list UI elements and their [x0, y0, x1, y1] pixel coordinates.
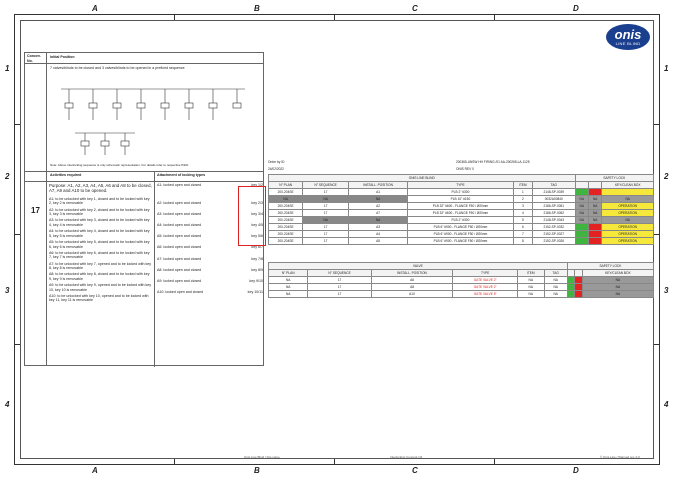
table-cell: [588, 224, 601, 231]
table-cell: NA: [518, 291, 545, 298]
revision: ONIS REV 0: [456, 167, 474, 171]
section-divider: [154, 171, 155, 367]
logo-word: onis: [614, 26, 642, 42]
col-label-c: C: [412, 4, 418, 13]
table-cell: NA: [544, 277, 567, 284]
table-cell: NA: [349, 217, 408, 224]
table-row: [269, 203, 654, 210]
table-cell: A3: [349, 224, 408, 231]
adjustment-item: [157, 257, 263, 262]
column-header: INSTALL. POSITION: [371, 270, 453, 277]
document-number: 200365-UNSW HH FIRING /01 AA-200265-LA-1125: [456, 160, 530, 164]
table-cell: 2148-SP-0043: [533, 217, 576, 224]
column-header: N° SEQUENCE: [308, 270, 371, 277]
table-cell: [588, 189, 601, 196]
col-label-d-bottom: D: [573, 466, 579, 475]
col-label-b: B: [254, 4, 260, 13]
col-label-d: D: [573, 4, 579, 13]
table-cell: [602, 189, 654, 196]
table-cell: [567, 277, 574, 284]
table-cell: [567, 291, 574, 298]
adjustment-key: key 3/4: [251, 211, 263, 216]
onis-logo: [606, 24, 650, 50]
safety-lock-header: SAFETY LOCK: [575, 175, 653, 182]
table-cell: 4: [513, 210, 532, 217]
activity-item: A3: to be unlocked with key 3, closed and to be locked with key 4, key 4 is removable: [49, 218, 150, 227]
row-label-4: 4: [5, 400, 10, 409]
table-cell: NA: [518, 277, 545, 284]
table-cell: 17: [308, 277, 371, 284]
table-cell: [575, 231, 588, 238]
adjustment-text: A8: locked open and closed: [157, 267, 202, 272]
table-cell: GATE VALVE 2": [453, 284, 518, 291]
adjustment-key: key 7/8: [251, 256, 263, 261]
table-cell: [588, 231, 601, 238]
table-row: [269, 189, 654, 196]
table-cell: [588, 238, 601, 245]
column-header: ITEM: [513, 182, 532, 189]
table-cell: 0032A00840: [533, 196, 576, 203]
adjustment-text: A6: locked open and closed: [157, 245, 202, 250]
row-label-4-right: 4: [664, 400, 669, 409]
col-label-c-bottom: C: [412, 466, 418, 475]
adjustment-text: A1: locked open and closed: [157, 183, 202, 187]
row-label-3: 3: [5, 286, 10, 295]
interlock-sheet: [24, 52, 264, 366]
table-cell: 200-204SE: [269, 231, 303, 238]
table-cell: GATE VALVE 8": [453, 291, 518, 298]
purpose-text: Purpose: A1, A2, A3, A4, A5, A6 and A8 to be closed, A7, A9 and A10 to be opened.: [49, 183, 152, 194]
column-header: KEY/CLEAN BOX: [602, 182, 654, 189]
table-row: [269, 217, 654, 224]
adjustment-key: key 10/11: [247, 290, 263, 295]
table-cell: A4: [349, 231, 408, 238]
table-row: [269, 277, 654, 284]
table-cell: NA: [544, 284, 567, 291]
row-label-3-right: 3: [664, 286, 669, 295]
activity-item: A10: to be unlocked with key 10, opened and to be locked with key 11, key 11 is removable: [49, 293, 149, 303]
table-cell: 5: [513, 217, 532, 224]
activity-item: A1: to be unlocked with key 1, closed and to be locked with key 2, key 2 is removable: [49, 196, 150, 206]
table-cell: NA: [582, 291, 653, 298]
adjustment-text: A7: locked open and closed: [157, 256, 202, 261]
col-label-a: A: [92, 4, 98, 13]
table-cell: [575, 284, 582, 291]
table-cell: PLB 32" #600 - FLANGE F50 / Ø20mm: [408, 210, 514, 217]
table-cell: 17: [303, 224, 349, 231]
column-header: N° PLAN: [269, 270, 308, 277]
table-cell: OPERATION: [602, 238, 654, 245]
table-cell: 6: [513, 224, 532, 231]
table-cell: NA: [575, 217, 588, 224]
table-cell: NA: [588, 210, 601, 217]
table-row: [269, 196, 654, 203]
adjustment-key: key 1/2: [251, 183, 263, 187]
table-cell: 17: [303, 231, 349, 238]
table-cell: PLB 10" #150: [408, 196, 514, 203]
activity-item: A2: to be unlocked with key 2, closed and to be locked with key 3, key 3 is removable: [49, 207, 150, 217]
blind-table: [268, 174, 654, 245]
table-cell: PLB 2" #300: [408, 217, 514, 224]
table-cell: PLB 6" #900 - FLANGE F50 / Ø20mm: [408, 238, 514, 245]
table-cell: NA: [269, 196, 303, 203]
table-cell: NA: [518, 284, 545, 291]
valve-table: [268, 262, 654, 298]
table-title: VALVE: [269, 263, 568, 270]
column-header: N° PLAN: [269, 182, 303, 189]
adjustment-item: [157, 245, 263, 250]
row-label-1-right: 1: [664, 64, 669, 73]
table-cell: 17: [303, 210, 349, 217]
table-cell: NA: [269, 291, 308, 298]
adjustment-key: key 5/6: [251, 234, 263, 239]
table-cell: NA: [575, 210, 588, 217]
table-cell: 2186-SP-0051: [533, 203, 576, 210]
adjustment-item: [157, 290, 263, 295]
adjustment-text: A2: locked open and closed: [157, 200, 202, 205]
table-cell: 200-204SE: [269, 238, 303, 245]
table-row: [269, 284, 654, 291]
activity-item: A8: to be unlocked with key 8, closed and to be locked with key 9, key 9 is removable: [49, 272, 150, 281]
seq-col-header: Concev. No.: [27, 54, 41, 63]
table-cell: [575, 224, 588, 231]
table-cell: OPERATION: [602, 210, 654, 217]
table-cell: 1: [513, 189, 532, 196]
table-cell: 2186-SP-0052: [533, 210, 576, 217]
adjustment-key: key 9/10: [249, 278, 263, 283]
table-cell: 17: [303, 189, 349, 196]
table-cell: PLB 6" #900 - FLANGE F50 / Ø20mm: [408, 231, 514, 238]
adjustment-text: A10: locked open and closed: [157, 290, 204, 295]
table-cell: 2: [513, 196, 532, 203]
initial-position-header: Initial Position: [50, 55, 75, 59]
table-row: [269, 238, 654, 245]
column-header: TAG: [533, 182, 576, 189]
table-row: [269, 291, 654, 298]
adjustment-key: key 6/7: [251, 245, 263, 250]
table-cell: NA: [269, 284, 308, 291]
table-cell: NA: [588, 196, 601, 203]
column-header: TYPE: [408, 182, 514, 189]
table-cell: 2152-SP-0026: [533, 238, 576, 245]
tag-highlight-box: [238, 186, 266, 246]
table-row: [269, 210, 654, 217]
activity-item: A7: to be unlocked with key 7, opened and to be locked with key 8, key 8 is removable: [49, 261, 152, 271]
table-cell: NA: [544, 291, 567, 298]
table-cell: NA: [269, 277, 308, 284]
table-cell: NA: [602, 196, 654, 203]
table-cell: A5: [349, 238, 408, 245]
footer-mid: Interlocking Concept 1/4: [390, 455, 423, 459]
table-cell: 200-204SE: [269, 210, 303, 217]
adjustment-text: A3: locked open and closed: [157, 211, 202, 216]
table-row: [269, 224, 654, 231]
table-cell: [567, 284, 574, 291]
table-cell: NA: [349, 196, 408, 203]
adjustment-key: key 2/3: [251, 200, 263, 205]
column-header: KEY/CLEAN BOX: [582, 270, 653, 277]
adjustment-text: A5: locked open and closed: [157, 234, 202, 239]
column-header: [575, 182, 588, 189]
column-header: TYPE: [453, 270, 518, 277]
adjustment-header: Attachment of locking types: [157, 173, 206, 177]
column-header: ITEM: [518, 270, 545, 277]
col-label-b-bottom: B: [254, 466, 260, 475]
adjustment-item: [157, 268, 263, 273]
column-header: N° SEQUENCE: [303, 182, 349, 189]
order-label: Order by ID: [268, 160, 285, 164]
table-cell: GATE VALVE 2": [453, 277, 518, 284]
table-cell: [575, 277, 582, 284]
table-cell: A2: [349, 203, 408, 210]
diagram-note: Note: Above interlocking sequence is only schematic representation. For details refer to respective P&ID: [50, 163, 189, 167]
table-cell: A7: [349, 210, 408, 217]
row-label-1: 1: [5, 64, 10, 73]
column-header: [588, 182, 601, 189]
table-cell: NA: [303, 196, 349, 203]
table-cell: OPERATION: [602, 224, 654, 231]
table-cell: NA: [602, 217, 654, 224]
activity-item: A4: to be unlocked with key 4, closed and to be locked with key 5, key 5 is removable: [49, 229, 150, 238]
activity-item: A5: to be unlocked with key 5, closed and to be locked with key 6, key 6 is removable: [49, 239, 150, 249]
table-cell: 17: [308, 291, 371, 298]
table-cell: A6: [371, 277, 453, 284]
table-cell: OPERATION: [602, 203, 654, 210]
adjustment-key: key 8/9: [251, 267, 263, 272]
row-label-2-right: 2: [664, 172, 669, 181]
table-cell: 17: [308, 284, 371, 291]
table-cell: PLB 6" #900 - FLANGE F50 / Ø20mm: [408, 224, 514, 231]
table-cell: 200-204SE: [269, 224, 303, 231]
table-cell: A1: [349, 189, 408, 196]
activity-item: A6: to be unlocked with key 6, closed and to be locked with key 7, key 7 is removable: [49, 250, 150, 260]
adjustment-key: key 4/5: [251, 222, 263, 227]
table-cell: [575, 238, 588, 245]
order-date: 24/02/2022: [268, 167, 284, 171]
table-cell: 7: [513, 231, 532, 238]
adjustment-text: A9: locked open and closed: [157, 278, 202, 283]
adjustment-text: A4: locked open and closed: [157, 222, 202, 227]
table-cell: 2152-SP-0032: [533, 224, 576, 231]
table-cell: 2152-SP-0027: [533, 231, 576, 238]
adjustment-item: [157, 279, 263, 284]
table-cell: NA: [575, 196, 588, 203]
table-cell: 3: [513, 203, 532, 210]
table-cell: NA: [582, 284, 653, 291]
column-header: TAG: [544, 270, 567, 277]
logo-sub: LINE BLIND: [615, 40, 641, 46]
table-cell: NA: [588, 203, 601, 210]
table-cell: 200-204SE: [269, 203, 303, 210]
table-cell: OPERATION: [602, 231, 654, 238]
column-header: [567, 270, 574, 277]
activities-header: Activities required: [50, 173, 82, 177]
column-header: [575, 270, 582, 277]
row-label-2: 2: [5, 172, 10, 181]
col-label-a-bottom: A: [92, 466, 98, 475]
table-cell: [575, 189, 588, 196]
column-header: INSTALL. POSITION: [349, 182, 408, 189]
table-cell: NA: [588, 217, 601, 224]
valve-diagram: [55, 75, 255, 165]
table-cell: NA: [575, 203, 588, 210]
table-title: ONIS LINE BLIND: [269, 175, 576, 182]
table-cell: 2148-SP-0039: [533, 189, 576, 196]
table-cell: 17: [303, 238, 349, 245]
activities-list: [49, 183, 153, 305]
table-row: [269, 231, 654, 238]
table-cell: NA: [303, 217, 349, 224]
safety-lock-header: SAFETY LOCK: [567, 263, 653, 270]
table-cell: A10: [371, 291, 453, 298]
footer-left: Onis Line Blind / File name: [244, 455, 280, 459]
init-note: 7 valves/blinds to be closed and 3 valves/blinds to be opened in a prefixed sequence: [50, 66, 185, 70]
table-cell: PLB 2" #300: [408, 189, 514, 196]
footer-right: © Onis Line / Planned rev. 0.0: [600, 455, 640, 459]
table-cell: 17: [303, 203, 349, 210]
table-cell: 200-204SE: [269, 189, 303, 196]
table-cell: 200-204SE: [269, 217, 303, 224]
table-cell: PLB 32" #600 - FLANGE F50 / Ø20mm: [408, 203, 514, 210]
table-cell: [575, 291, 582, 298]
table-cell: 8: [513, 238, 532, 245]
table-cell: A8: [371, 284, 453, 291]
activity-item: A9: to be unlocked with key 9, opened and to be locked with key 10, key 10 is removable: [49, 283, 152, 292]
table-cell: NA: [582, 277, 653, 284]
sequence-number: 17: [31, 206, 40, 215]
